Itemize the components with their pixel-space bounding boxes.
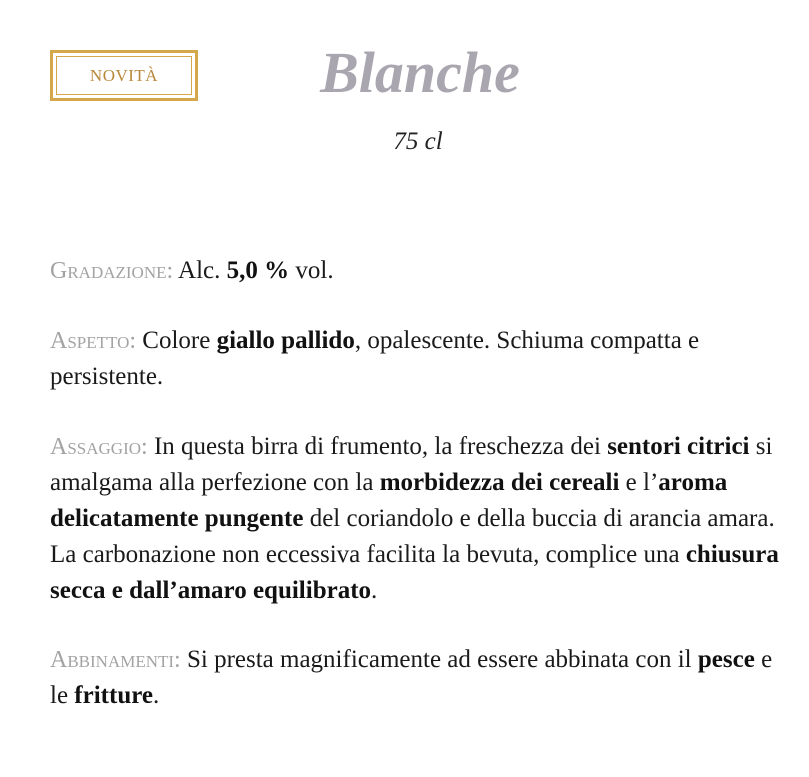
assaggio-bold-3: aroma delicatamente pungente	[50, 469, 728, 532]
gradazione-value: 5,0 %	[226, 257, 290, 284]
abbinamenti-text-1: Si presta magnificamente ad essere abbinata con il	[186, 646, 692, 673]
assaggio-bold-4: chiusura secca e dall’amaro equilibrato	[50, 541, 779, 604]
abbinamenti-bold-1: pesce	[697, 646, 755, 673]
assaggio-text-5: .	[371, 577, 378, 604]
product-title: Blanche	[320, 40, 520, 105]
assaggio-bold-1: sentori citrici	[607, 433, 750, 460]
abbinamenti-text-2: e le	[50, 646, 773, 709]
section-gradazione	[50, 253, 785, 289]
product-volume: 75 cl	[393, 128, 443, 155]
section-abbinamenti	[50, 642, 785, 714]
aspetto-text-2: , opalescente. Schiuma compatta e persistente.	[50, 327, 700, 390]
assaggio-text-2: si amalgama alla perfezione con la	[50, 433, 773, 496]
gradazione-label: Gradazione:	[50, 258, 174, 284]
assaggio-text-1: In questa birra di frumento, la freschezza dei	[153, 433, 601, 460]
aspetto-text-1: Colore	[142, 327, 211, 354]
assaggio-bold-2: morbidezza dei cereali	[379, 469, 620, 496]
aspetto-label: Aspetto:	[50, 328, 137, 354]
gradazione-unit: vol.	[295, 257, 334, 284]
novita-badge-label: NOVITÀ	[56, 56, 192, 95]
gradazione-text: Alc.	[178, 257, 221, 284]
abbinamenti-bold-2: fritture	[74, 682, 153, 709]
section-aspetto	[50, 323, 785, 395]
section-assaggio	[50, 429, 785, 609]
aspetto-bold-1: giallo pallido	[216, 327, 355, 354]
abbinamenti-text-3: .	[152, 682, 160, 709]
assaggio-text-4: del coriandolo e della buccia di arancia amara. La carbonazione non eccessiva facilita la bevuta, complice una	[50, 505, 775, 568]
assaggio-text-3: e l’	[625, 469, 659, 496]
abbinamenti-label: Abbinamenti:	[50, 647, 181, 673]
assaggio-label: Assaggio:	[50, 434, 148, 460]
